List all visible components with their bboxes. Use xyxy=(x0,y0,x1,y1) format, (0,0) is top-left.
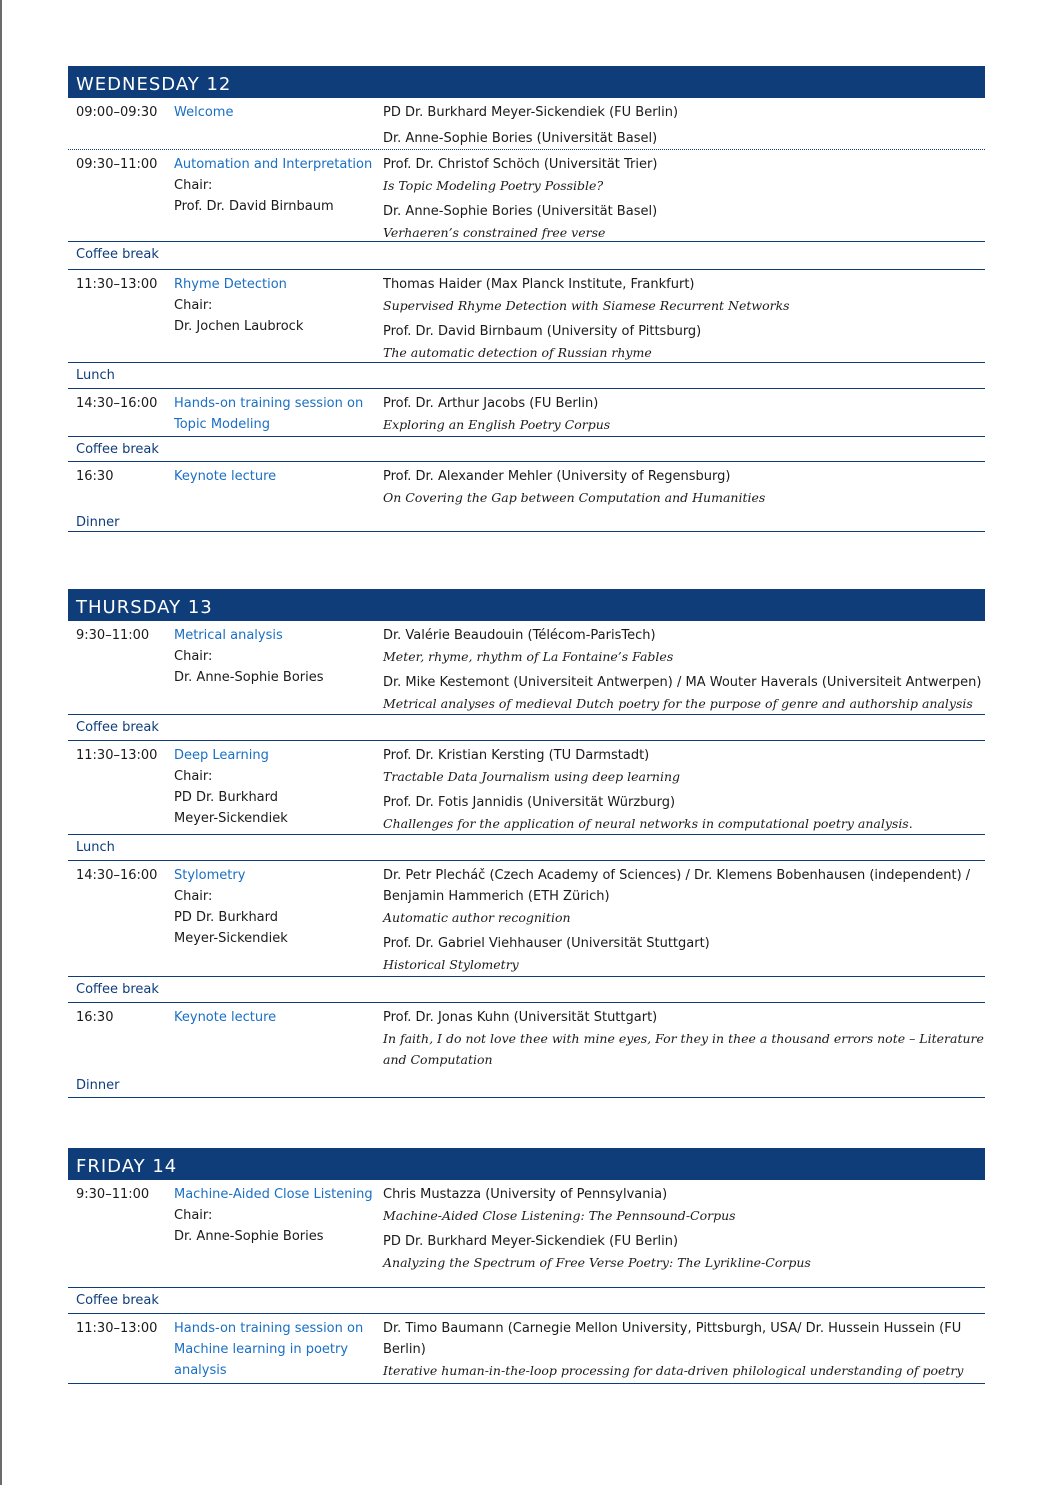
time: 09:00–09:30 xyxy=(76,105,158,120)
chair-name: Dr. Anne-Sophie Bories xyxy=(174,670,324,685)
talk-title: Supervised Rhyme Detection with Siamese Recurrent Networks xyxy=(383,298,790,313)
speaker: Dr. Timo Baumann (Carnegie Mellon University, Pittsburgh, USA/ Dr. Hussein Hussein (FU Berlin) xyxy=(383,1321,962,1357)
talks xyxy=(383,1318,985,1383)
schedule-row xyxy=(68,98,985,150)
chair-name: Prof. Dr. David Birnbaum xyxy=(174,199,334,214)
talk-title: Metrical analyses of medieval Dutch poetry for the purpose of genre and authorship analysis xyxy=(383,696,973,711)
speaker: PD Dr. Burkhard Meyer-Sickendiek (FU Berlin) xyxy=(383,1234,679,1249)
session-title: Deep Learning xyxy=(174,748,269,763)
day-wednesday xyxy=(68,66,985,532)
speaker: PD Dr. Burkhard Meyer-Sickendiek (FU Berlin) xyxy=(383,105,679,120)
schedule-row xyxy=(68,150,985,242)
speaker: Chris Mustazza (University of Pennsylvania) xyxy=(383,1187,668,1202)
break-row: Dinner xyxy=(68,1073,985,1098)
time: 09:30–11:00 xyxy=(76,157,158,172)
day-header: FRIDAY 14 xyxy=(68,1148,985,1180)
time: 11:30–13:00 xyxy=(76,748,158,763)
talk-title: Automatic author recognition xyxy=(383,910,571,925)
time: 16:30 xyxy=(76,1010,114,1025)
talk-title: Iterative human-in-the-loop processing for data-driven philological understanding of poetry xyxy=(383,1363,964,1378)
chair-label: Chair: xyxy=(174,178,213,193)
speaker: Prof. Dr. Arthur Jacobs (FU Berlin) xyxy=(383,396,599,411)
talks xyxy=(383,1007,985,1073)
talk-title: Verhaeren’s constrained free verse xyxy=(383,225,606,240)
talks xyxy=(383,102,985,149)
break-row: Lunch xyxy=(68,835,985,861)
break-row: Coffee break xyxy=(68,1288,985,1314)
time: 9:30–11:00 xyxy=(76,628,150,643)
break-row: Coffee break xyxy=(68,977,985,1003)
speaker: Dr. Anne-Sophie Bories (Universität Basel) xyxy=(383,204,658,219)
break-row: Coffee break xyxy=(68,242,985,270)
session-info xyxy=(174,745,383,834)
talks xyxy=(383,865,985,976)
schedule-row xyxy=(68,1003,985,1073)
session-info xyxy=(174,274,383,362)
time: 14:30–16:00 xyxy=(76,868,158,883)
talk-title: Analyzing the Spectrum of Free Verse Poetry: The Lyrikline-Corpus xyxy=(383,1255,811,1270)
session-title: Stylometry xyxy=(174,868,246,883)
speaker: Prof. Dr. Gabriel Viehhauser (Universität Stuttgart) xyxy=(383,936,710,951)
chair-label: Chair: xyxy=(174,1208,213,1223)
day-header: THURSDAY 13 xyxy=(68,589,985,621)
session-title: Rhyme Detection xyxy=(174,277,287,292)
schedule-row xyxy=(68,861,985,977)
session-info xyxy=(174,865,383,976)
talk-title: In faith, I do not love thee with mine eyes, For they in thee a thousand errors note – Literature and Computation xyxy=(383,1031,984,1067)
chair-name: PD Dr. Burkhard xyxy=(174,910,279,925)
talk-title: The automatic detection of Russian rhyme xyxy=(383,345,652,360)
day-friday xyxy=(68,1148,985,1384)
session-info xyxy=(174,625,383,714)
day-header: WEDNESDAY 12 xyxy=(68,66,985,98)
chair-label: Chair: xyxy=(174,649,213,664)
talk-title: Is Topic Modeling Poetry Possible? xyxy=(383,178,604,193)
talks xyxy=(383,393,985,436)
session-title: Keynote lecture xyxy=(174,469,277,484)
session-title: Metrical analysis xyxy=(174,628,283,643)
break-row: Lunch xyxy=(68,363,985,389)
break-row: Coffee break xyxy=(68,437,985,462)
speaker: Thomas Haider (Max Planck Institute, Frankfurt) xyxy=(383,277,695,292)
session-title: Hands-on training session on Machine learning in poetry analysis xyxy=(174,1321,364,1378)
session-title: Hands-on training session on Topic Modeling xyxy=(174,396,364,432)
speaker: Prof. Dr. Fotis Jannidis (Universität Würzburg) xyxy=(383,795,676,810)
time: 16:30 xyxy=(76,469,114,484)
talk-title: Tractable Data Journalism using deep learning xyxy=(383,769,681,784)
break-row: Coffee break xyxy=(68,715,985,741)
schedule-row xyxy=(68,389,985,437)
speaker: Dr. Petr Plecháč (Czech Academy of Sciences) / Dr. Klemens Bobenhausen (independent) / Benjamin Hammerich (ETH Zürich) xyxy=(383,868,971,904)
speaker: Prof. Dr. Jonas Kuhn (Universität Stuttgart) xyxy=(383,1010,658,1025)
talks xyxy=(383,1184,985,1287)
chair-name: Meyer-Sickendiek xyxy=(174,931,288,946)
chair-name: Dr. Jochen Laubrock xyxy=(174,319,304,334)
talk-title: On Covering the Gap between Computation and Humanities xyxy=(383,490,766,505)
chair-name: Meyer-Sickendiek xyxy=(174,811,288,826)
talk-title: Meter, rhyme, rhythm of La Fontaine’s Fables xyxy=(383,649,674,664)
time: 11:30–13:00 xyxy=(76,277,158,292)
session-title: Keynote lecture xyxy=(174,1010,277,1025)
speaker: Prof. Dr. Alexander Mehler (University of Regensburg) xyxy=(383,469,731,484)
talks xyxy=(383,154,985,241)
chair-label: Chair: xyxy=(174,298,213,313)
talks xyxy=(383,274,985,362)
time: 14:30–16:00 xyxy=(76,396,158,411)
talk-title: Challenges for the application of neural networks in computational poetry analysis. xyxy=(383,816,913,831)
schedule-row xyxy=(68,621,985,715)
schedule-row xyxy=(68,462,985,510)
schedule-row xyxy=(68,270,985,363)
time: 9:30–11:00 xyxy=(76,1187,150,1202)
schedule-row xyxy=(68,1180,985,1288)
page-edge xyxy=(0,0,2,1485)
chair-label: Chair: xyxy=(174,889,213,904)
time: 11:30–13:00 xyxy=(76,1321,158,1336)
chair-label: Chair: xyxy=(174,769,213,784)
session-title: Automation and Interpretation xyxy=(174,157,373,172)
talk-title: Machine-Aided Close Listening: The Pennsound-Corpus xyxy=(383,1208,736,1223)
talk-title: Historical Stylometry xyxy=(383,957,519,972)
break-row: Dinner xyxy=(68,510,985,532)
schedule-row xyxy=(68,1314,985,1384)
speaker: Prof. Dr. Kristian Kersting (TU Darmstadt) xyxy=(383,748,650,763)
talks xyxy=(383,745,985,834)
speaker: Dr. Mike Kestemont (Universiteit Antwerpen) / MA Wouter Haverals (Universiteit Antwerpen) xyxy=(383,675,982,690)
talk-title: Exploring an English Poetry Corpus xyxy=(383,417,611,432)
schedule-row xyxy=(68,741,985,835)
talks xyxy=(383,625,985,714)
speaker: Prof. Dr. Christof Schöch (Universität Trier) xyxy=(383,157,658,172)
speaker: Dr. Anne-Sophie Bories (Universität Basel) xyxy=(383,131,658,146)
chair-name: PD Dr. Burkhard xyxy=(174,790,279,805)
chair-name: Dr. Anne-Sophie Bories xyxy=(174,1229,324,1244)
day-thursday xyxy=(68,589,985,1098)
speaker: Dr. Valérie Beaudouin (Télécom-ParisTech) xyxy=(383,628,656,643)
session-title: Machine-Aided Close Listening xyxy=(174,1187,373,1202)
session-info xyxy=(174,154,383,241)
session-title: Welcome xyxy=(174,105,234,120)
talks xyxy=(383,466,985,510)
session-info xyxy=(174,1184,383,1287)
speaker: Prof. Dr. David Birnbaum (University of Pittsburg) xyxy=(383,324,702,339)
